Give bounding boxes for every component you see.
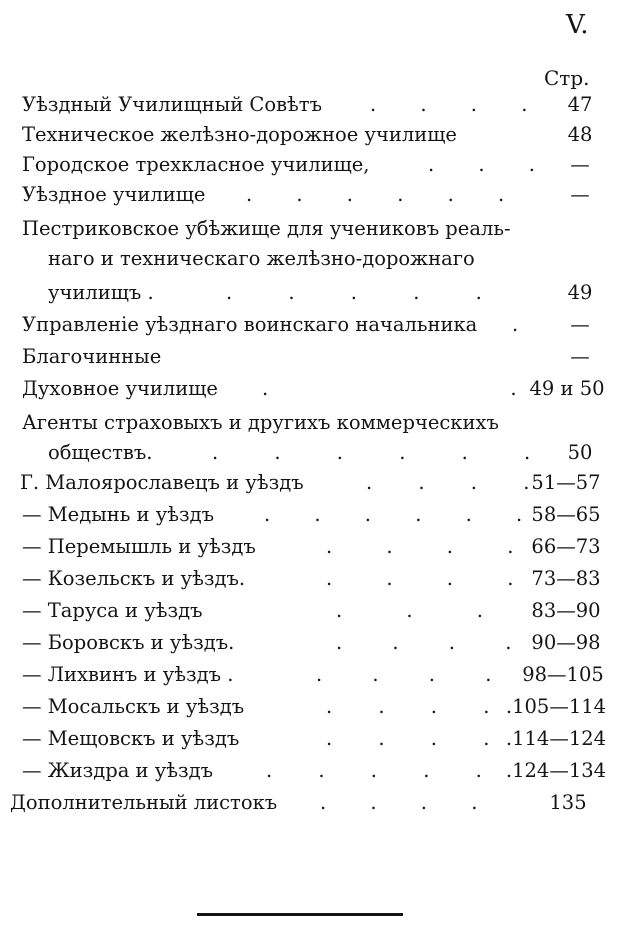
toc-entry [0,756,628,786]
toc-entry [0,278,628,308]
toc-entry-page: — [570,345,590,368]
toc-entry-leader: . . [262,377,517,400]
toc-entry-leader: . . . [336,599,483,622]
toc-entry-page: .105—114 [505,695,607,718]
toc-entry-leader: . . . . [326,567,514,590]
toc-entry-title: — Козельскъ и уѣздъ. [22,567,246,590]
toc-entry [0,408,628,438]
toc-entry-page: 90—98 [531,631,601,654]
toc-entry-page: .114—124 [505,727,607,750]
toc-entry-page: 48 [567,123,593,146]
toc-entry [0,628,628,658]
toc-entry-title: Благочинные [22,345,162,368]
toc-entry [0,660,628,690]
toc-entry-page: 50 [567,441,593,464]
toc-entry [0,150,628,180]
toc-entry-title: Уѣздное училище [22,183,206,206]
toc-entry-title: Уѣздный Училищный Совѣтъ [22,93,323,116]
toc-entry [0,214,628,244]
toc-entry-page: 66—73 [531,535,601,558]
toc-entry-page: 51—57 [531,471,601,494]
bottom-rule [197,913,403,916]
toc-entry [0,532,628,562]
toc-entry-leader: . . . . [336,631,512,654]
toc-entry-title: — Боровскъ и уѣздъ. [22,631,235,654]
toc-entry [0,244,628,274]
toc-entry-page: 73—83 [531,567,601,590]
toc-entry-leader: . . . . . . [264,503,523,526]
toc-entry-leader: . . . . [320,791,478,814]
toc-entry-page: — [570,153,590,176]
toc-entry-title: Дополнительный листокъ [10,791,278,814]
toc-entry-leader: . . . . [370,93,528,116]
toc-entry-title: — Мещовскъ и уѣздъ [22,727,240,750]
toc-entry-leader: . . . . [326,727,490,750]
toc-entry-leader: . . . . . . [246,183,505,206]
toc-entry [0,724,628,754]
toc-entry-title: Г. Малоярославецъ и уѣздъ [20,471,304,494]
toc-entry [0,500,628,530]
toc-entry-page: 135 [549,791,587,814]
toc-entry-page: 98—105 [522,663,604,686]
toc-entry-page: 83—90 [531,599,601,622]
toc-entry [0,342,628,372]
toc-entry-title: Пестриковское убѣжище для учениковъ реаль- [22,217,511,240]
toc-entry-leader: . . . . [316,663,492,686]
toc-entry-leader: . . . . . [266,759,482,782]
toc-entry-title: — Перемышль и уѣздъ [22,535,256,558]
toc-entry-title: наго и техническаго желѣзно-дорожнаго [48,247,475,270]
toc-entry-title: Городское трехкласное училище, [22,153,370,176]
toc-entry-leader: . . . . . . [212,441,531,464]
toc-entry-page: 58—65 [531,503,601,526]
toc-entry [0,120,628,150]
toc-entry-page: 47 [567,93,593,116]
toc-entry-page: — [570,183,590,206]
toc-entry-title: Агенты страховыхъ и другихъ коммерческихъ [22,411,499,434]
toc-entry-title: — Таруса и уѣздъ [22,599,203,622]
toc-entry-leader: . . . . [326,535,514,558]
toc-entry [0,310,628,340]
toc-entry [0,90,628,120]
toc-entry [0,692,628,722]
toc-entry-title: — Медынь и уѣздъ [22,503,215,526]
toc-entry-title: Управленіе уѣзднаго воинскаго начальника [22,313,478,336]
toc-entry-page: 49 [567,281,593,304]
toc-entry [0,180,628,210]
page-number: V. [566,10,589,40]
toc-entry [0,374,628,404]
toc-entry-page: 49 и 50 [529,377,605,400]
toc-entry [0,438,628,468]
toc-entry [0,596,628,626]
toc-entry-leader: . . . . . [226,281,482,304]
toc-entry-leader: . . . [428,153,535,176]
toc-entry-title: — Жиздра и уѣздъ [22,759,214,782]
page-column-header: Стр. [544,66,590,90]
toc-entry-title: — Лихвинъ и уѣздъ . [22,663,234,686]
toc-entry-page: .124—134 [505,759,607,782]
toc-entry-page: — [570,313,590,336]
toc-entry-leader: . . . . [326,695,490,718]
toc-entry-title: Духовное училище [22,377,218,400]
toc-entry-leader: . [512,313,519,336]
toc-entry-leader: . . . . [366,471,530,494]
toc-entry-title: обществъ. [48,441,153,464]
toc-entry-title: Техническое желѣзно-дорожное училище [22,123,457,146]
toc-entry [0,564,628,594]
toc-entry-title: училищъ . [48,281,154,304]
toc-entry [0,788,628,818]
toc-entry-title: — Мосальскъ и уѣздъ [22,695,245,718]
toc-entry [0,468,628,498]
